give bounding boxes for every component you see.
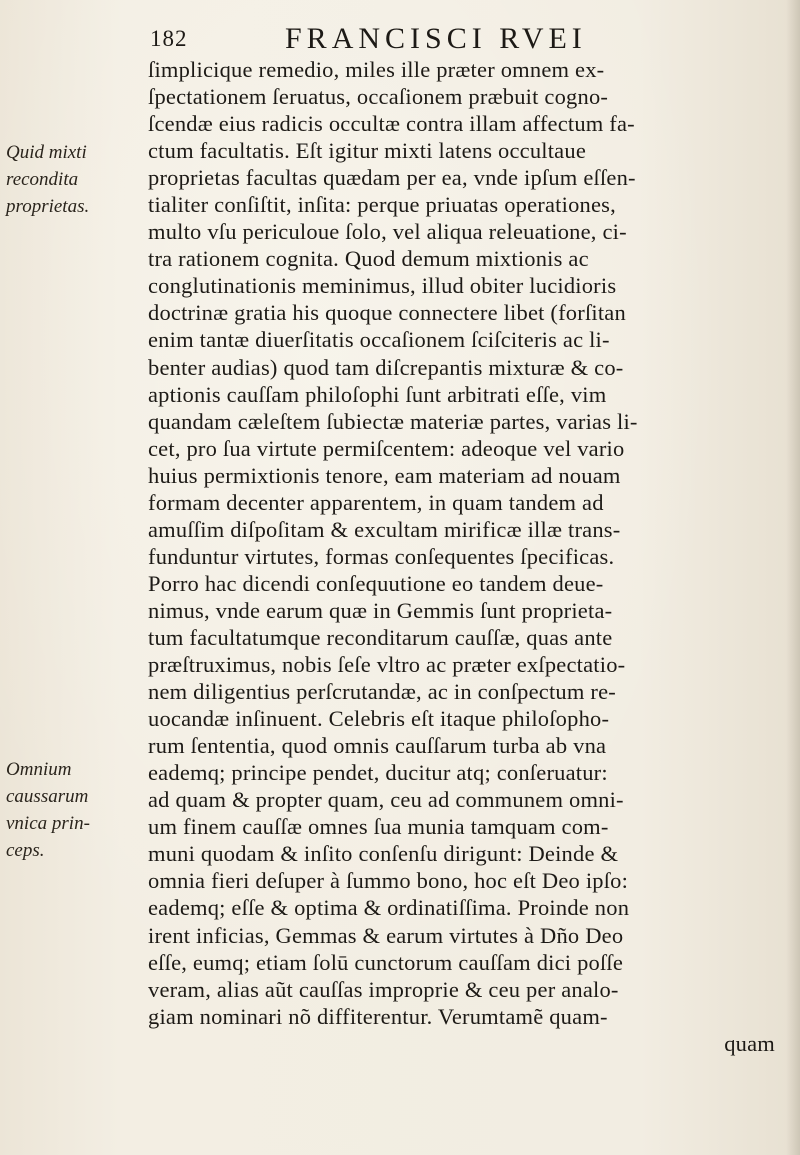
text-line: eademq; eſſe & optima & ordinatiſſima. Proinde non [148, 895, 630, 921]
marginal-note-line: proprietas. [6, 196, 90, 217]
text-line: tra rationem cognita. Quod demum mixtionis ac [148, 246, 589, 272]
text-line: muni quodam & inſito conſenſu dirigunt: Deinde & [148, 841, 619, 867]
text-line: amuſſim diſpoſitam & excultam mirificæ illæ trans- [148, 516, 621, 542]
text-line: veram, alias aũt cauſſas improprie & ceu per analo- [148, 976, 619, 1002]
text-line: aptionis cauſſam philoſophi ſunt arbitrati eſſe, vim [148, 381, 607, 407]
text-line: benter audias) quod tam diſcrepantis mixturæ & co- [148, 354, 624, 380]
marginal-note-line: Quid mixti [6, 142, 87, 163]
text-line: uocandæ inſinuent. Celebris eſt itaque philoſopho- [148, 706, 610, 732]
text-line: ſpectationem ſeruatus, occaſionem præbuit cogno- [148, 84, 609, 110]
text-line: multo vſu periculoue ſolo, vel aliqua releuatione, ci- [148, 219, 627, 245]
marginal-note-proprietas [6, 139, 89, 220]
body-text-block [148, 56, 793, 1057]
text-line: eſſe, eumq; etiam ſolū cunctorum cauſſam dici poſſe [148, 949, 624, 975]
text-line: nem diligentius perſcrutandæ, ac in conſpectum re- [148, 679, 616, 705]
text-line: giam nominari nõ diffiterentur. Verumtamẽ quam- [148, 1003, 608, 1029]
text-line: funduntur virtutes, formas conſequentes ſpecificas. [148, 543, 615, 569]
marginal-note-line: ceps. [6, 840, 45, 861]
text-line: rum ſententia, quod omnis cauſſarum turba ab vna [148, 733, 607, 759]
text-line: præſtruximus, nobis ſeſe vltro ac præter exſpectatio- [148, 652, 626, 678]
text-line: ſcendæ eius radicis occultæ contra illam affectum fa- [148, 111, 635, 137]
marginal-note-line: Omnium [6, 759, 72, 780]
text-line: formam decenter apparentem, in quam tandem ad [148, 489, 604, 515]
text-line: um finem cauſſæ omnes ſua munia tamquam com- [148, 814, 609, 840]
marginal-note-line: recondita [6, 169, 79, 190]
catchword: quam [724, 1030, 775, 1056]
text-line: ctum facultatis. Eſt igitur mixti latens occultaue [148, 138, 587, 164]
marginal-note-line: vnica prin- [6, 813, 90, 834]
text-line: conglutinationis meminimus, illud obiter lucidioris [148, 273, 617, 299]
text-line: tialiter conſiſtit, inſita: perque priuatas operationes, [148, 192, 616, 218]
page-number: 182 [150, 26, 188, 51]
text-line: tum facultatumque reconditarum cauſſæ, quas ante [148, 624, 613, 650]
text-line: Porro hac dicendi conſequutione eo tandem deue- [148, 570, 604, 596]
text-line: doctrinæ gratia his quoque connectere libet (forſitan [148, 300, 626, 326]
running-head: FRANCISCI RVEI [285, 22, 587, 55]
text-line: omnia fieri deſuper à ſummo bono, hoc eſt Deo ipſo: [148, 868, 629, 894]
page-header [150, 18, 770, 58]
text-line: irent inficias, Gemmas & earum virtutes à Dño Deo [148, 922, 624, 948]
text-line: quandam cæleſtem ſubiectæ materiæ partes, varias li- [148, 408, 638, 434]
text-line: proprietas facultas quædam per ea, vnde ipſum eſſen- [148, 165, 636, 191]
text-line: nimus, vnde earum quæ in Gemmis ſunt proprieta- [148, 597, 613, 623]
text-line: cet, pro ſua virtute permiſcentem: adeoque vel vario [148, 435, 625, 461]
text-line: huius permixtionis tenore, eam materiam ad nouam [148, 462, 621, 488]
text-line: enim tantæ diuerſitatis occaſionem ſciſciteris ac li- [148, 327, 610, 353]
text-line: ad quam & propter quam, ceu ad communem omni- [148, 787, 624, 813]
marginal-note-caussarum [6, 756, 90, 864]
marginal-note-line: caussarum [6, 786, 89, 807]
text-line: eademq; principe pendet, ducitur atq; conſeruatur: [148, 760, 608, 786]
text-line: ſimplicique remedio, miles ille præter omnem ex- [148, 57, 605, 82]
